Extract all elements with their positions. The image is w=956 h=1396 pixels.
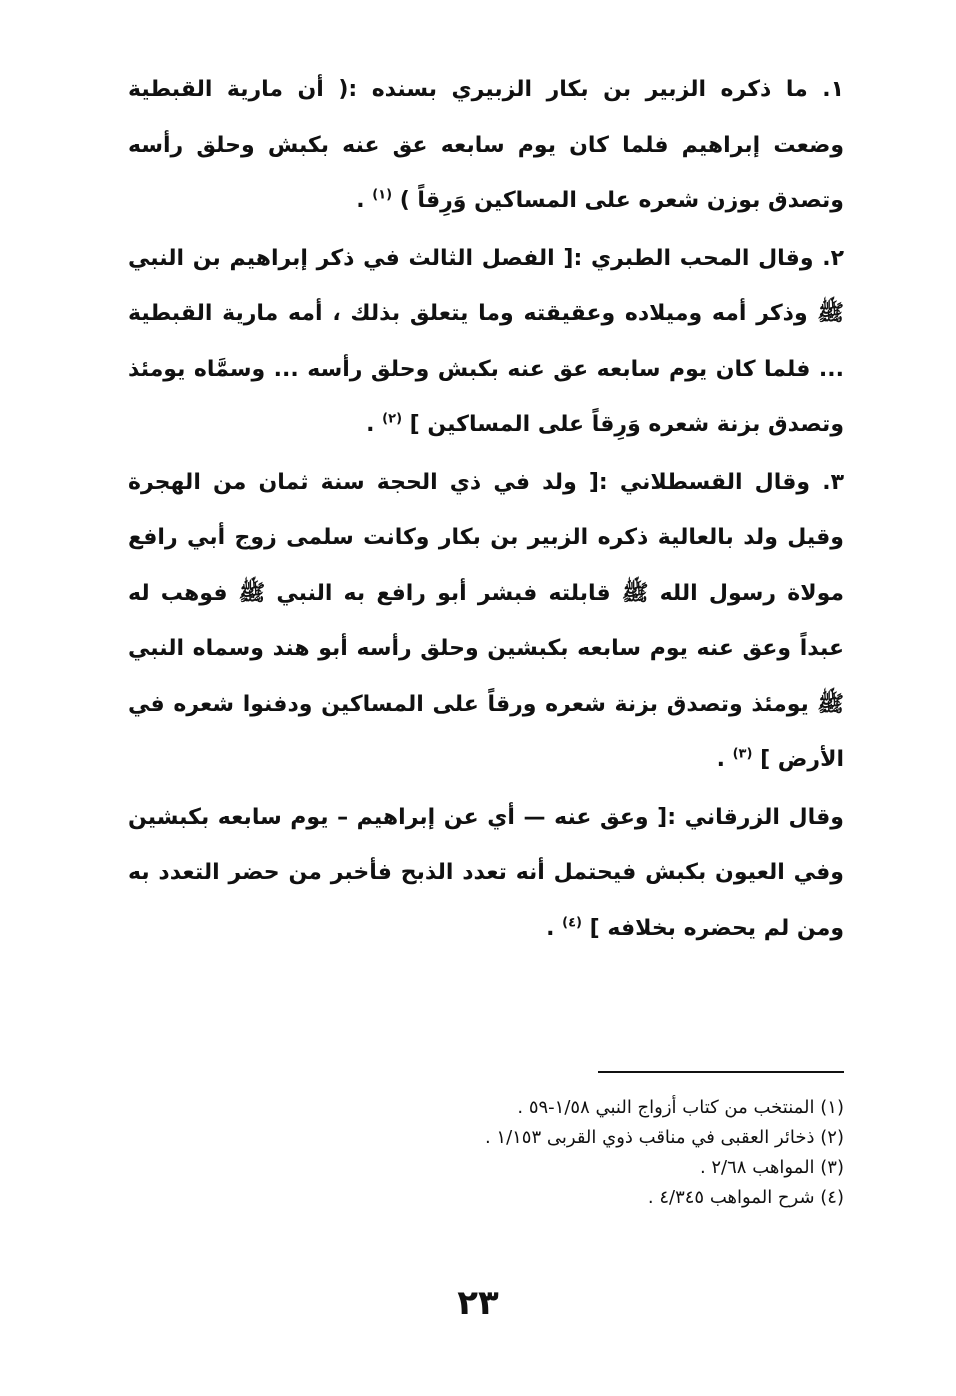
footnote-reference: (٣) — [732, 746, 753, 762]
paragraph-2 — [128, 231, 844, 453]
text-run: . — [356, 188, 373, 213]
text-run: قابلته فبشر أبو رافع به النبي — [265, 580, 622, 606]
footnote-3: (٣) المواهب ٢/٦٨ . — [699, 1157, 844, 1178]
salawat-ligature: ﷺ — [817, 691, 844, 717]
text-run: ١. ما ذكره الزبير بن بكار الزبيري بسنده :( أن مارية القبطية وضعت إبراهيم فلما كان يوم سابعه عق عنه بكبش وحلق رأسه وتصدق بوزن شعره على المساكين وَرِقاً ) — [128, 77, 844, 213]
footnote-divider — [598, 1071, 844, 1073]
main-text — [128, 62, 844, 958]
footnote-reference: (١) — [372, 187, 393, 203]
text-run: . — [366, 412, 383, 437]
page-number: ٢٣ — [457, 1283, 499, 1323]
salawat-ligature: ﷺ — [238, 580, 266, 606]
paragraph-4 — [128, 790, 844, 957]
paragraph-1 — [128, 62, 844, 229]
text-run: فوهب له عبداً وعق عنه يوم سابعه بكبشين وحلق رأسه أبو هند وسماه النبي — [128, 580, 844, 661]
text-run: ٣. وقال القسطلاني :[ ولد في ذي الحجة سنة ثمان من الهجرة وقيل ولد بالعالية ذكره الزبير بن بكار وكانت سلمى زوج أبي رافع مولاة رسول الله — [128, 469, 844, 606]
text-run: . — [546, 915, 563, 941]
text-run: وذكر أمه وميلاده وعقيقته وما يتعلق بذلك ، أمه مارية القبطية ... فلما كان يوم سابعه عق عنه بكبش وحلق رأسه ... وسمَّاه يومئذ وتصدق بزنة شعره وَرِقاً على المساكين ] — [128, 301, 844, 437]
footnote-2: (٢) ذخائر العقبى في مناقب ذوي القربى ١/١٥٣ . — [484, 1127, 844, 1148]
salawat-ligature: ﷺ — [817, 301, 844, 326]
footnotes — [300, 1093, 844, 1213]
footnote-4: (٤) شرح المواهب ٤/٣٤٥ . — [647, 1187, 844, 1208]
footnote-reference: (٤) — [562, 915, 582, 931]
text-run: يومئذ وتصدق بزنة شعره ورقاً على المساكين ودفنوا شعره في الأرض ] — [128, 691, 844, 772]
footnote-reference: (٢) — [382, 411, 403, 427]
paragraph-3 — [128, 455, 844, 788]
text-run: ٢. وقال المحب الطبري :[ الفصل الثالث في ذكر إبراهيم بن النبي — [128, 245, 844, 271]
text-run: . — [716, 747, 733, 772]
footnote-1: (١) المنتخب من كتاب أزواج النبي ١/٥٨-٥٩ . — [517, 1097, 844, 1118]
text-run: وقال الزرقاني :[ وعق عنه — أي عن إبراهيم – يوم سابعه بكبشين وفي العيون بكبش فيحتمل أنه تعدد الذبح فأخبر من حضر التعدد به ومن لم يحضره بخلافه ] — [128, 804, 844, 941]
salawat-ligature: ﷺ — [621, 580, 649, 606]
